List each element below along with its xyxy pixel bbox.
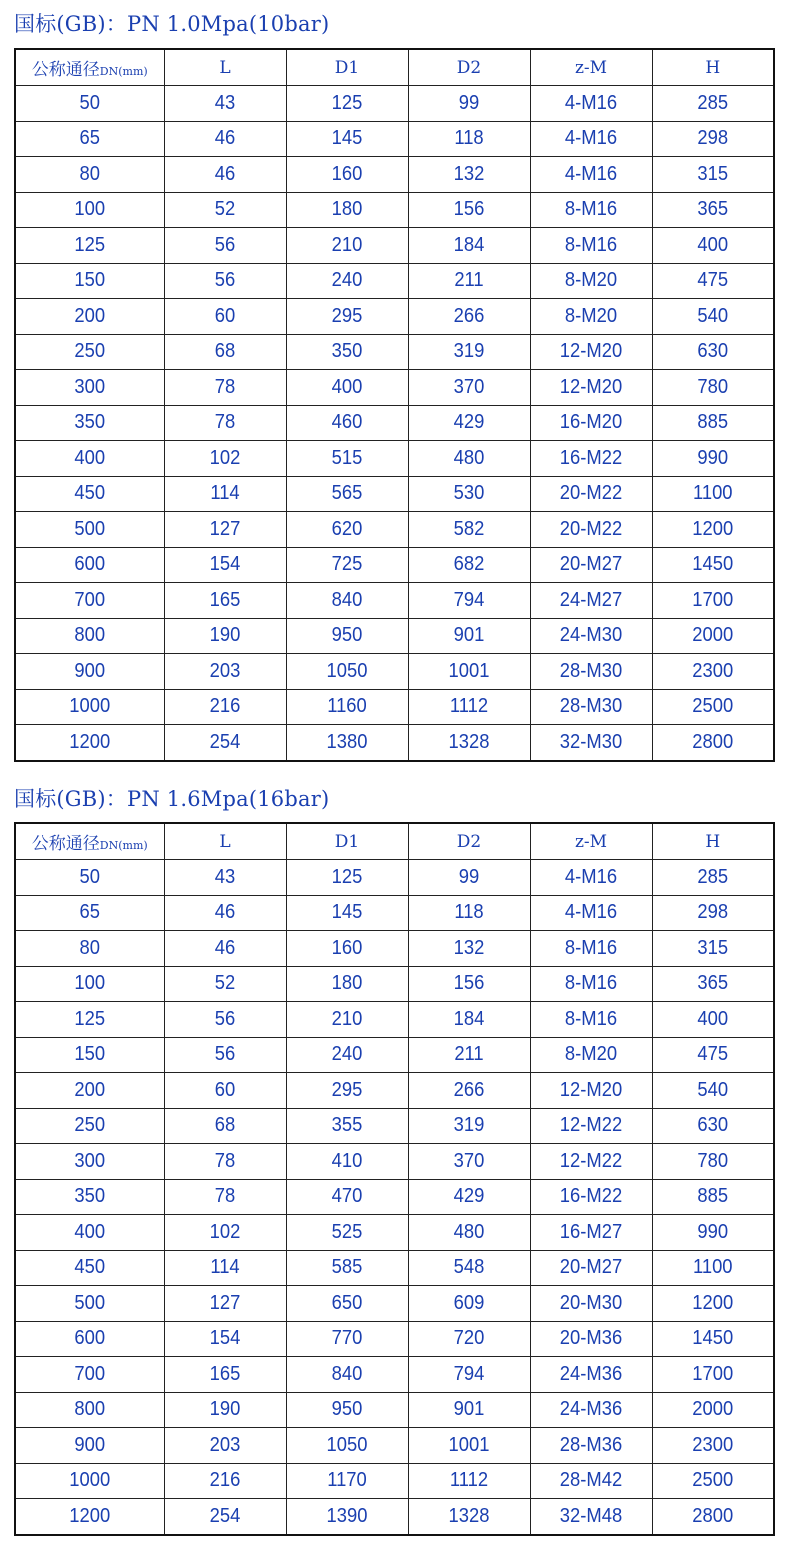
cell-d1: 585 [291,1250,403,1286]
cell-z-m: 24-M30 [535,618,647,654]
cell-z-m: 24-M36 [535,1357,647,1393]
cell-z-m: 20-M36 [535,1321,647,1357]
cell-h: 315 [657,931,769,967]
cell-d1: 240 [291,263,403,299]
cell-h: 885 [657,405,769,441]
cell-dn: 900 [21,654,158,690]
cell-d2: 682 [413,547,525,583]
header-dn-unit: DN(mm) [99,839,148,852]
cell-z-m: 8-M16 [535,192,647,228]
table-row [15,618,774,654]
cell-d2: 480 [413,1215,525,1251]
cell-d1: 1390 [291,1499,403,1535]
cell-l: 60 [169,299,281,335]
cell-h: 2800 [657,725,769,761]
cell-z-m: 20-M27 [535,547,647,583]
header-z-m: z-M [530,823,652,860]
cell-d1: 770 [291,1321,403,1357]
table-row [15,689,774,725]
cell-d1: 1160 [291,689,403,725]
cell-z-m: 12-M20 [535,334,647,370]
table-row [15,1499,774,1535]
cell-dn: 350 [21,1179,158,1215]
cell-l: 78 [169,1144,281,1180]
table-row [15,583,774,619]
cell-h: 298 [657,895,769,931]
cell-dn: 50 [21,86,158,122]
cell-z-m: 32-M48 [535,1499,647,1535]
cell-l: 165 [169,1357,281,1393]
cell-dn: 65 [21,895,158,931]
cell-d2: 901 [413,618,525,654]
cell-dn: 100 [21,192,158,228]
table-row [15,1215,774,1251]
cell-l: 43 [169,860,281,896]
table-row [15,1108,774,1144]
cell-d2: 156 [413,192,525,228]
cell-l: 216 [169,689,281,725]
header-d1: D1 [286,823,408,860]
cell-l: 190 [169,1392,281,1428]
table-row [15,654,774,690]
cell-dn: 1200 [21,725,158,761]
cell-d2: 1001 [413,1428,525,1464]
cell-l: 190 [169,618,281,654]
cell-d2: 319 [413,1108,525,1144]
cell-z-m: 8-M20 [535,299,647,335]
cell-z-m: 8-M16 [535,931,647,967]
cell-d1: 410 [291,1144,403,1180]
cell-l: 216 [169,1463,281,1499]
cell-dn: 200 [21,299,158,335]
header-nominal-diameter [15,823,164,860]
cell-d2: 184 [413,228,525,264]
cell-l: 56 [169,263,281,299]
cell-l: 102 [169,441,281,477]
table-row [15,86,774,122]
header-d1: D1 [286,49,408,86]
cell-dn: 600 [21,547,158,583]
cell-z-m: 20-M22 [535,512,647,548]
header-z-m: z-M [530,49,652,86]
cell-z-m: 8-M20 [535,1037,647,1073]
cell-h: 298 [657,121,769,157]
header-d2: D2 [408,823,530,860]
cell-d1: 525 [291,1215,403,1251]
cell-d2: 1328 [413,725,525,761]
cell-h: 400 [657,1002,769,1038]
cell-h: 1100 [657,1250,769,1286]
cell-h: 2300 [657,654,769,690]
table-row [15,441,774,477]
cell-d1: 180 [291,192,403,228]
cell-l: 78 [169,370,281,406]
cell-z-m: 8-M16 [535,228,647,264]
table-row [15,1357,774,1393]
table-header-row [15,49,774,86]
cell-d1: 840 [291,1357,403,1393]
cell-l: 102 [169,1215,281,1251]
table-row [15,157,774,193]
table-row [15,1286,774,1322]
cell-h: 990 [657,441,769,477]
cell-z-m: 28-M30 [535,654,647,690]
header-nominal-diameter [15,49,164,86]
cell-z-m: 16-M22 [535,441,647,477]
cell-h: 400 [657,228,769,264]
cell-d2: 266 [413,1073,525,1109]
table-row [15,1428,774,1464]
cell-h: 1450 [657,1321,769,1357]
table-header-row [15,823,774,860]
table-row [15,547,774,583]
table-row [15,370,774,406]
header-d2: D2 [408,49,530,86]
cell-l: 78 [169,405,281,441]
cell-dn: 200 [21,1073,158,1109]
cell-l: 78 [169,1179,281,1215]
cell-d2: 1112 [413,1463,525,1499]
cell-h: 885 [657,1179,769,1215]
cell-z-m: 12-M20 [535,1073,647,1109]
cell-dn: 500 [21,1286,158,1322]
cell-z-m: 4-M16 [535,157,647,193]
cell-d1: 515 [291,441,403,477]
cell-dn: 1200 [21,1499,158,1535]
cell-l: 127 [169,1286,281,1322]
cell-l: 154 [169,547,281,583]
cell-dn: 250 [21,334,158,370]
table-row [15,1073,774,1109]
cell-d2: 370 [413,1144,525,1180]
cell-z-m: 20-M30 [535,1286,647,1322]
cell-dn: 350 [21,405,158,441]
cell-z-m: 20-M22 [535,476,647,512]
cell-l: 46 [169,931,281,967]
cell-z-m: 24-M36 [535,1392,647,1428]
cell-l: 46 [169,895,281,931]
cell-d2: 429 [413,1179,525,1215]
table-row [15,405,774,441]
cell-z-m: 16-M20 [535,405,647,441]
cell-d2: 319 [413,334,525,370]
cell-d2: 211 [413,263,525,299]
cell-l: 114 [169,476,281,512]
cell-d1: 145 [291,121,403,157]
cell-d2: 132 [413,157,525,193]
table-row [15,1392,774,1428]
header-h: H [652,823,774,860]
pn10-table-body [15,86,774,761]
cell-dn: 300 [21,370,158,406]
table-row [15,263,774,299]
table-row [15,299,774,335]
cell-z-m: 24-M27 [535,583,647,619]
cell-dn: 1000 [21,689,158,725]
cell-d1: 725 [291,547,403,583]
cell-l: 68 [169,1108,281,1144]
cell-h: 990 [657,1215,769,1251]
cell-d1: 620 [291,512,403,548]
cell-d1: 350 [291,334,403,370]
cell-d2: 99 [413,86,525,122]
cell-h: 365 [657,966,769,1002]
cell-z-m: 16-M27 [535,1215,647,1251]
table-row [15,725,774,761]
cell-l: 60 [169,1073,281,1109]
cell-d2: 370 [413,370,525,406]
table-row [15,476,774,512]
cell-dn: 50 [21,860,158,896]
cell-dn: 600 [21,1321,158,1357]
cell-d1: 460 [291,405,403,441]
cell-h: 475 [657,263,769,299]
header-dn-unit: DN(mm) [99,65,148,78]
cell-h: 630 [657,1108,769,1144]
cell-dn: 900 [21,1428,158,1464]
cell-d1: 1050 [291,1428,403,1464]
cell-h: 315 [657,157,769,193]
cell-d2: 132 [413,931,525,967]
cell-d1: 950 [291,618,403,654]
cell-d1: 840 [291,583,403,619]
cell-z-m: 20-M27 [535,1250,647,1286]
cell-h: 540 [657,299,769,335]
table-row [15,1321,774,1357]
cell-d1: 650 [291,1286,403,1322]
cell-d2: 480 [413,441,525,477]
cell-d1: 1380 [291,725,403,761]
cell-z-m: 28-M42 [535,1463,647,1499]
cell-z-m: 4-M16 [535,121,647,157]
cell-d1: 355 [291,1108,403,1144]
cell-h: 780 [657,370,769,406]
cell-z-m: 12-M20 [535,370,647,406]
cell-h: 475 [657,1037,769,1073]
cell-d1: 950 [291,1392,403,1428]
cell-l: 114 [169,1250,281,1286]
cell-d2: 118 [413,895,525,931]
cell-dn: 65 [21,121,158,157]
cell-d2: 548 [413,1250,525,1286]
table-row [15,895,774,931]
cell-z-m: 32-M30 [535,725,647,761]
table-row [15,1250,774,1286]
cell-d2: 609 [413,1286,525,1322]
table-row [15,1144,774,1180]
table-row [15,931,774,967]
cell-h: 285 [657,86,769,122]
header-nominal-diameter-label: 公称通径 [31,834,100,854]
pn16-section-title: 国标(GB)：PN 1.6Mpa(16bar) [14,787,330,811]
cell-d1: 160 [291,157,403,193]
cell-dn: 450 [21,1250,158,1286]
cell-dn: 100 [21,966,158,1002]
cell-dn: 300 [21,1144,158,1180]
cell-h: 365 [657,192,769,228]
cell-l: 154 [169,1321,281,1357]
cell-d2: 211 [413,1037,525,1073]
cell-h: 630 [657,334,769,370]
cell-h: 2300 [657,1428,769,1464]
cell-d1: 125 [291,860,403,896]
cell-h: 1450 [657,547,769,583]
cell-dn: 400 [21,441,158,477]
cell-d2: 184 [413,1002,525,1038]
cell-z-m: 4-M16 [535,86,647,122]
cell-d1: 145 [291,895,403,931]
cell-d2: 901 [413,1392,525,1428]
cell-d1: 1050 [291,654,403,690]
cell-h: 1200 [657,1286,769,1322]
cell-h: 1200 [657,512,769,548]
cell-dn: 125 [21,228,158,264]
cell-h: 540 [657,1073,769,1109]
cell-z-m: 12-M22 [535,1144,647,1180]
cell-d1: 160 [291,931,403,967]
cell-h: 2500 [657,689,769,725]
table-row [15,334,774,370]
cell-z-m: 12-M22 [535,1108,647,1144]
cell-d2: 118 [413,121,525,157]
pn16-table-body [15,860,774,1535]
cell-l: 56 [169,1037,281,1073]
cell-h: 285 [657,860,769,896]
table-row [15,1002,774,1038]
table-row [15,966,774,1002]
cell-dn: 1000 [21,1463,158,1499]
cell-l: 254 [169,725,281,761]
cell-d1: 400 [291,370,403,406]
cell-l: 52 [169,192,281,228]
header-h: H [652,49,774,86]
cell-z-m: 4-M16 [535,895,647,931]
table-row [15,512,774,548]
table-row [15,121,774,157]
cell-l: 56 [169,228,281,264]
cell-l: 203 [169,1428,281,1464]
cell-dn: 500 [21,512,158,548]
cell-d2: 794 [413,583,525,619]
cell-d2: 99 [413,860,525,896]
cell-d2: 266 [413,299,525,335]
cell-dn: 450 [21,476,158,512]
cell-l: 127 [169,512,281,548]
cell-d1: 240 [291,1037,403,1073]
cell-l: 68 [169,334,281,370]
cell-h: 780 [657,1144,769,1180]
cell-dn: 125 [21,1002,158,1038]
cell-dn: 80 [21,931,158,967]
cell-h: 1700 [657,1357,769,1393]
cell-d1: 295 [291,299,403,335]
cell-d2: 582 [413,512,525,548]
cell-l: 46 [169,157,281,193]
cell-d2: 720 [413,1321,525,1357]
cell-z-m: 8-M16 [535,966,647,1002]
header-nominal-diameter-label: 公称通径 [31,60,100,80]
cell-l: 46 [169,121,281,157]
cell-l: 56 [169,1002,281,1038]
cell-d1: 210 [291,228,403,264]
cell-dn: 400 [21,1215,158,1251]
cell-z-m: 8-M16 [535,1002,647,1038]
cell-z-m: 16-M22 [535,1179,647,1215]
cell-dn: 250 [21,1108,158,1144]
cell-d2: 1001 [413,654,525,690]
cell-dn: 150 [21,263,158,299]
pn16-spec-table [14,822,775,1536]
cell-h: 2000 [657,618,769,654]
cell-d2: 794 [413,1357,525,1393]
cell-dn: 700 [21,1357,158,1393]
table-row [15,1179,774,1215]
cell-d1: 180 [291,966,403,1002]
cell-h: 2800 [657,1499,769,1535]
cell-d2: 156 [413,966,525,1002]
cell-d2: 530 [413,476,525,512]
cell-z-m: 4-M16 [535,860,647,896]
cell-dn: 800 [21,1392,158,1428]
pn10-section-title: 国标(GB)：PN 1.0Mpa(10bar) [14,12,330,36]
cell-d1: 1170 [291,1463,403,1499]
cell-dn: 700 [21,583,158,619]
cell-h: 1700 [657,583,769,619]
table-row [15,192,774,228]
cell-l: 254 [169,1499,281,1535]
cell-l: 52 [169,966,281,1002]
cell-h: 2500 [657,1463,769,1499]
cell-z-m: 8-M20 [535,263,647,299]
cell-h: 1100 [657,476,769,512]
header-l: L [164,49,286,86]
cell-z-m: 28-M36 [535,1428,647,1464]
table-row [15,860,774,896]
cell-d2: 1112 [413,689,525,725]
cell-d2: 1328 [413,1499,525,1535]
cell-dn: 150 [21,1037,158,1073]
table-row [15,1463,774,1499]
cell-l: 43 [169,86,281,122]
cell-d2: 429 [413,405,525,441]
cell-z-m: 28-M30 [535,689,647,725]
cell-dn: 800 [21,618,158,654]
cell-l: 165 [169,583,281,619]
cell-h: 2000 [657,1392,769,1428]
header-l: L [164,823,286,860]
cell-d1: 125 [291,86,403,122]
table-row [15,228,774,264]
cell-d1: 295 [291,1073,403,1109]
cell-d1: 210 [291,1002,403,1038]
cell-dn: 80 [21,157,158,193]
table-row [15,1037,774,1073]
cell-l: 203 [169,654,281,690]
cell-d1: 565 [291,476,403,512]
cell-d1: 470 [291,1179,403,1215]
pn10-spec-table [14,48,775,762]
